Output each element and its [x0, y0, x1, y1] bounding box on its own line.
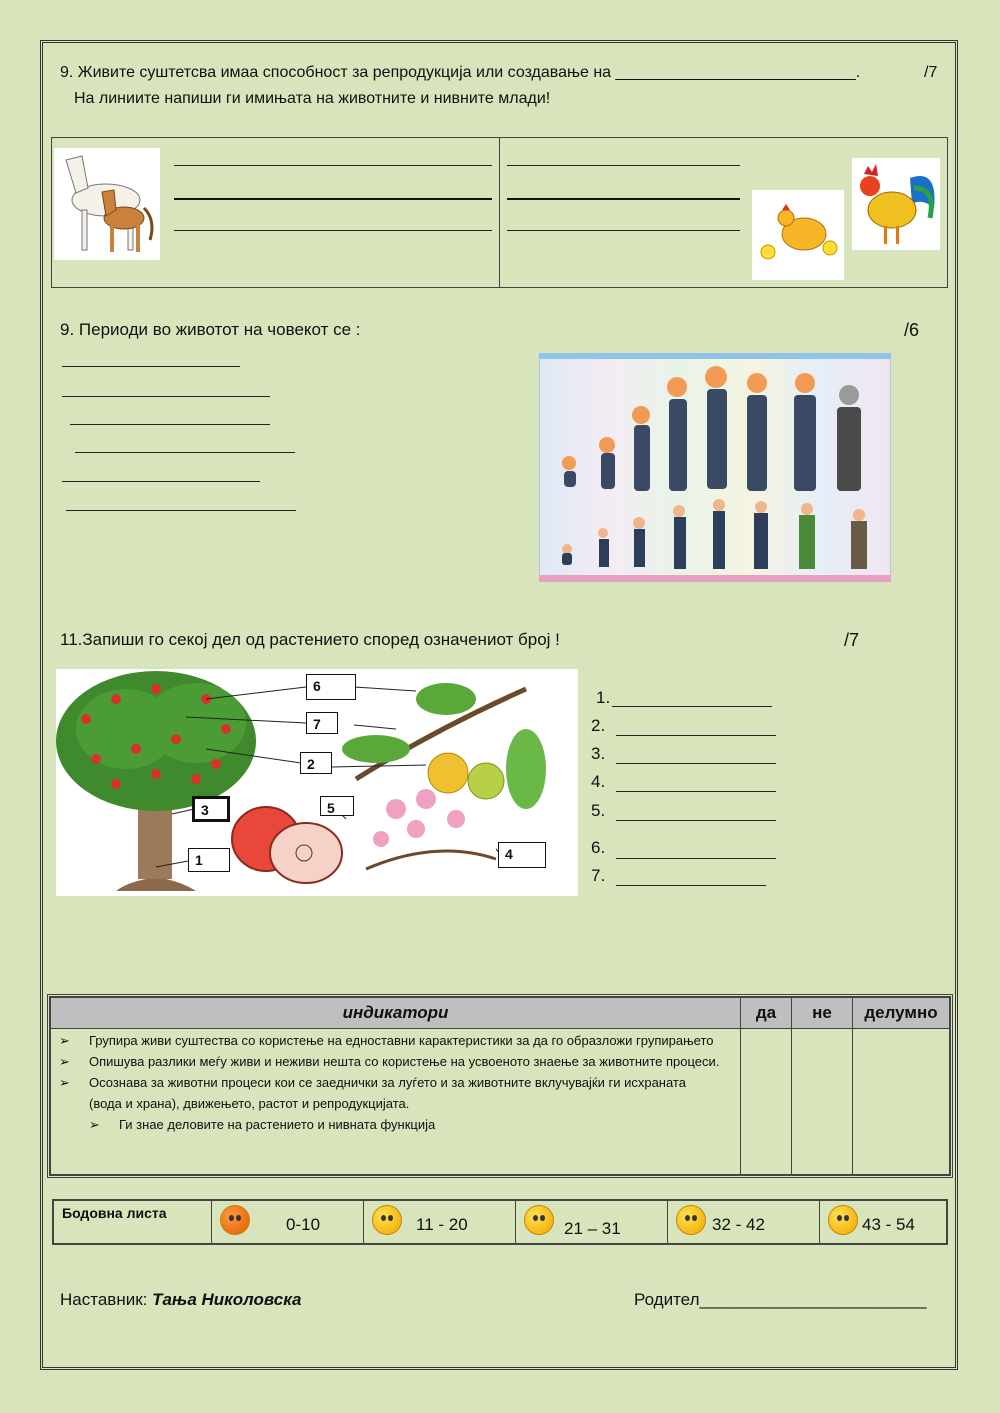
indicator-subitem: ➢ Ги знае деловите на растението и нивната функција	[51, 1114, 720, 1135]
answer-line-horse-1[interactable]	[174, 165, 492, 166]
plant-answer-label-1: 1.	[596, 688, 611, 707]
q11-points: /7	[844, 630, 860, 650]
plant-answer-line-2[interactable]	[616, 735, 776, 736]
score-range-4: 32 - 42	[712, 1215, 765, 1234]
plant-label-1: 1	[188, 848, 230, 872]
plant-label-3: 3	[192, 796, 230, 822]
human-life-stages-image	[539, 353, 891, 582]
answer-line-horse-3[interactable]	[174, 230, 492, 231]
hen-chicks-image	[752, 190, 844, 280]
life-period-line-1[interactable]	[62, 366, 240, 367]
teacher-label: Наставник:	[60, 1290, 153, 1309]
plant-label-2: 2	[300, 752, 332, 774]
indicator-item: ➢ Осознава за животни процеси кои се заеднички за луѓето и за животните вклучувајќи ги исхраната (вода и храна), движењето, растот и репродукцијата.	[51, 1072, 720, 1114]
q9a-points: /7	[924, 64, 938, 81]
life-period-line-5[interactable]	[62, 481, 260, 482]
cell-yes[interactable]	[741, 1029, 792, 1175]
indicators-list	[51, 1030, 720, 1135]
plant-answer-line-5[interactable]	[616, 820, 776, 821]
col-yes: да	[741, 998, 792, 1029]
teacher-line	[60, 1290, 301, 1310]
plant-answer-line-7[interactable]	[616, 885, 766, 886]
plant-label-4: 4	[498, 842, 546, 868]
life-period-line-4[interactable]	[75, 452, 295, 453]
plant-answer-label-5: 5.	[591, 801, 606, 820]
answer-line-chicken-2[interactable]	[507, 198, 740, 200]
life-period-line-6[interactable]	[66, 510, 296, 511]
laughing-face-icon	[828, 1205, 858, 1235]
plant-answer-line-1[interactable]	[612, 706, 772, 707]
plant-answer-label-4: 4.	[591, 772, 606, 791]
score-range-5: 43 - 54	[862, 1215, 915, 1234]
wide-eyes-face-icon	[372, 1205, 402, 1235]
plant-label-7: 7	[306, 712, 338, 734]
parent-line[interactable]: Родител________________________	[634, 1290, 927, 1309]
col-no: не	[792, 998, 853, 1029]
plant-answer-line-4[interactable]	[616, 791, 776, 792]
life-period-line-2[interactable]	[62, 396, 270, 397]
plant-answer-line-6[interactable]	[616, 858, 776, 859]
indicators-table	[47, 994, 953, 1178]
scoring-label: Бодовна листа	[54, 1201, 212, 1244]
plant-label-5: 5	[320, 796, 354, 816]
col-partial: делумно	[853, 998, 950, 1029]
animals-table-divider	[499, 137, 500, 288]
plant-answer-label-2: 2.	[591, 716, 606, 735]
answer-line-chicken-1[interactable]	[507, 165, 740, 166]
smiling-face-icon	[676, 1205, 706, 1235]
angry-face-icon	[220, 1205, 250, 1235]
answer-line-horse-2[interactable]	[174, 198, 492, 200]
q9a-line1: 9. Живите суштетсва имаа способност за репродукција или создавање на ___________________________.	[60, 64, 861, 81]
plant-answer-label-6: 6.	[591, 838, 606, 857]
q11-title: 11.Запиши го секој дел од растението според означениот број !	[60, 630, 560, 649]
scoring-table	[52, 1199, 948, 1245]
teacher-name: Тања Николовска	[152, 1290, 302, 1309]
life-period-line-3[interactable]	[70, 424, 270, 425]
plant-answer-label-7: 7.	[591, 866, 606, 885]
plant-answer-line-3[interactable]	[616, 763, 776, 764]
indicator-item: ➢ Опишува разлики меѓу живи и неживи нешта со користење на усвоеното знаење за животните процеси.	[51, 1051, 720, 1072]
plant-label-6: 6	[306, 674, 356, 700]
answer-line-chicken-3[interactable]	[507, 230, 740, 231]
indicator-item: ➢ Групира живи суштества со користење на едноставни карактеристики за да го образложи групирањето	[51, 1030, 720, 1051]
score-range-2: 11 - 20	[416, 1215, 468, 1234]
plant-answer-label-3: 3.	[591, 744, 606, 763]
q9b-title: 9. Периоди во животот на човекот се :	[60, 320, 361, 339]
thinking-face-icon	[524, 1205, 554, 1235]
rooster-image	[852, 158, 940, 250]
score-range-1: 0-10	[286, 1215, 321, 1234]
score-range-3: 21 – 31	[564, 1219, 621, 1238]
q9a-instruction: На линиите напиши ги имињата на животните и нивните млади!	[74, 90, 551, 107]
cell-no[interactable]	[792, 1029, 853, 1175]
cell-partial[interactable]	[853, 1029, 950, 1175]
indicators-header: индикатори	[51, 998, 741, 1029]
horse-image	[54, 148, 160, 260]
q9b-points: /6	[904, 320, 920, 340]
